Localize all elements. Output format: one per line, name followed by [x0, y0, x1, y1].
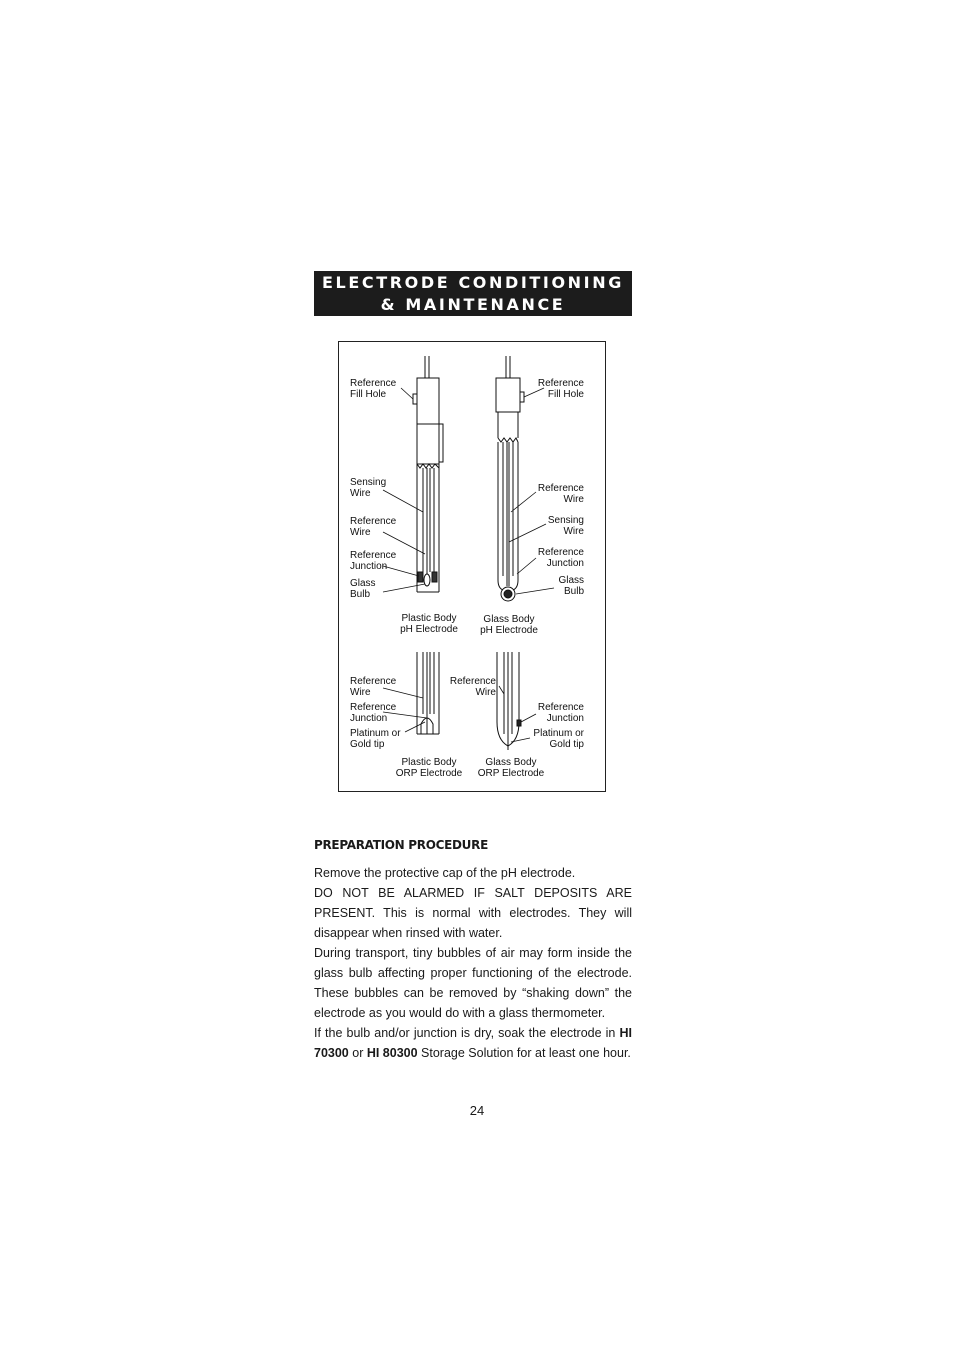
paragraph-4-text-e: Storage Solution for at least one hour. [417, 1045, 631, 1060]
label-glassbulb-right-1: Glass [558, 575, 584, 586]
label-refwire-left-1: Reference [350, 516, 397, 527]
label-ref-fill-right-1: Reference [537, 378, 584, 389]
label-ref-fill-left-1: Reference [350, 378, 397, 389]
paragraph-4-text-c: or [348, 1045, 367, 1060]
caption-glass-orp-2: ORP Electrode [477, 768, 545, 779]
label-orp-tip-left-1: Platinum or [350, 728, 401, 739]
section-heading: PREPARATION PROCEDURE [314, 838, 488, 852]
paragraph-2: DO NOT BE ALARMED IF SALT DEPOSITS ARE PRESENT. This is normal with electrodes. They will disappear when rinsed with water. [314, 886, 632, 940]
label-orp-tip-right-1: Platinum or [533, 728, 584, 739]
label-orp-tip-right-2: Gold tip [549, 739, 584, 750]
label-refjunc-right-1: Reference [537, 547, 584, 558]
label-refjunc-left-1: Reference [350, 550, 397, 561]
page-number: 24 [469, 1103, 485, 1118]
label-refwire-left-2: Wire [350, 527, 371, 538]
label-sensing-right-1: Sensing [547, 515, 584, 526]
plastic-orp-electrode [417, 652, 439, 734]
label-glassbulb-right-2: Bulb [563, 586, 584, 597]
label-orp-refwire-mid-2: Wire [475, 687, 496, 698]
label-sensing-left-2: Wire [350, 488, 371, 499]
glass-orp-electrode [497, 652, 521, 750]
label-glassbulb-left-2: Bulb [350, 589, 371, 600]
title-line-2: & MAINTENANCE [380, 295, 566, 314]
glass-ph-electrode [496, 356, 524, 601]
label-refwire-right-2: Wire [563, 494, 584, 505]
product-code-hi70300: HI 70300 [314, 1026, 632, 1060]
label-orp-refjunc-right-1: Reference [537, 702, 584, 713]
caption-plastic-orp-1: Plastic Body [401, 757, 457, 768]
label-ref-fill-left-2: Fill Hole [350, 389, 387, 400]
caption-glass-orp-1: Glass Body [485, 757, 537, 768]
label-orp-refjunc-left-1: Reference [350, 702, 397, 713]
label-refjunc-right-2: Junction [546, 558, 584, 569]
label-sensing-right-2: Wire [563, 526, 584, 537]
electrode-diagram-svg [339, 342, 607, 793]
label-refwire-right-1: Reference [537, 483, 584, 494]
caption-plastic-orp-2: ORP Electrode [395, 768, 463, 779]
label-sensing-left-1: Sensing [350, 477, 387, 488]
label-orp-tip-left-2: Gold tip [350, 739, 385, 750]
section-body [314, 864, 632, 1064]
section-title-banner [314, 271, 632, 316]
label-orp-refwire-left-2: Wire [350, 687, 371, 698]
label-orp-refwire-mid-1: Reference [449, 676, 496, 687]
paragraph-1: Remove the protective cap of the pH electrode. [314, 866, 576, 880]
label-ref-fill-right-2: Fill Hole [547, 389, 584, 400]
label-refjunc-left-2: Junction [350, 561, 388, 572]
label-orp-refjunc-left-2: Junction [350, 713, 388, 724]
product-code-hi80300: HI 80300 [366, 1045, 418, 1060]
caption-glass-ph-2: pH Electrode [480, 625, 538, 636]
label-orp-refwire-left-1: Reference [350, 676, 397, 687]
caption-glass-ph-1: Glass Body [483, 614, 535, 625]
caption-plastic-ph-2: pH Electrode [400, 624, 458, 635]
paragraph-3: During transport, tiny bubbles of air may form inside the glass bulb affecting proper functioning of the electrode. These bubbles can be removed by “shaking down” the electrode as you would do with a glass thermometer. [314, 946, 632, 1020]
caption-plastic-ph-1: Plastic Body [401, 613, 457, 624]
paragraph-4-text-a: If the bulb and/or junction is dry, soak the electrode in [314, 1026, 620, 1041]
electrode-diagram [338, 341, 606, 792]
label-glassbulb-left-1: Glass [350, 578, 376, 589]
label-orp-refjunc-right-2: Junction [546, 713, 584, 724]
paragraph-4 [314, 1024, 632, 1064]
plastic-ph-electrode [413, 356, 443, 592]
title-line-1: ELECTRODE CONDITIONING [322, 273, 624, 292]
